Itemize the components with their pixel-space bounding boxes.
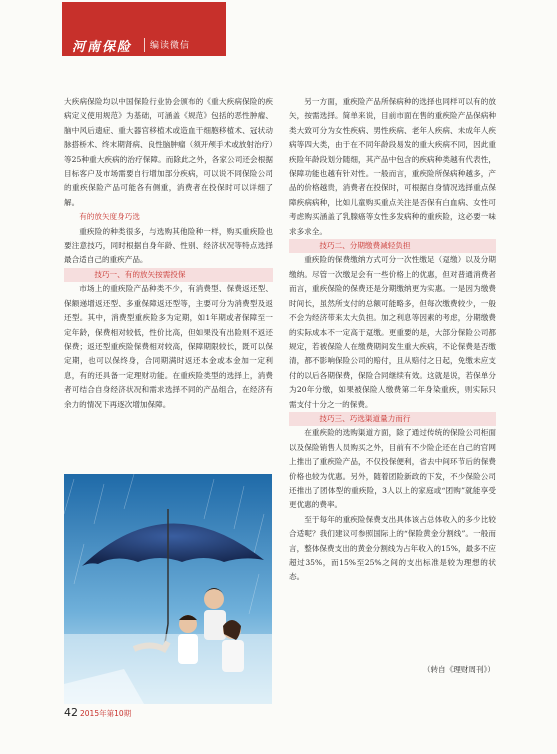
page-number: 42 (64, 706, 78, 719)
paragraph: 市场上的重疾险产品种类不少，有消费型、保费返还型、保额递增返还型、多重保障返还型等，主要可分为消费型及返还型。其中，消费型重疾险多为定期，如1年期或者保障至一定年龄，保费相对较低，性价比高，但如果没有出险则不返还保费；返还型重疾险保费相对较高，保障期限较长，既可以保定期，也可以保终身，合同期满时返还本金或本金加一定利息，有的还具备一定理财功能。在重疾险类型的选择上，消费者可结合自身经济状况和需求选择不同的产品组合，在经济有余力的情况下再逐次增加保障。 (64, 284, 273, 409)
paragraph: 在重疾险的选购渠道方面，除了通过传统的保险公司柜面以及保险销售人员购买之外，目前有不少险企还在自己的官网上推出了重疾险产品，不仅投保便利，省去中间环节后的保费价格也较为优惠。另外，随着团险新政的下发，不少保险公司还推出了团体型的重疾险，3人以上的家庭或“团购”就能享受更优惠的费率。 (289, 428, 496, 510)
paragraph: 重疾险的保费缴纳方式可分一次性缴足（趸缴）以及分期缴纳。尽管一次缴足会有一些价格上的优惠，但对普通消费者而言，重疾保险的保费还是分期缴纳更为实惠。一是因为缴费时间长，虽然所支付的总额可能略多，但每次缴费较少，一般不会为经济带来太大负担。加之利息等因素的考虑，分期缴费的实际成本不一定高于趸缴。更重要的是，大部分保险公司都规定，若被保险人在缴费期间发生重大疾病，不论保费是否缴清，都不影响保险公司的赔付，且从赔付之日起，免缴未应支付的以后各期保费，保险合同继续有效。这就是说，若保单分为20年分缴，如果被保险人缴费第二年身染重疾，则实际只需支付十分之一的保费。 (289, 255, 496, 409)
tip-heading: 技巧三、巧选渠道量力而行 (289, 412, 496, 426)
tip-heading: 技巧二、分期缴费减轻负担 (289, 239, 496, 253)
header-divider (144, 38, 145, 52)
right-column (289, 95, 496, 585)
umbrella-family-photo (64, 474, 272, 704)
paragraph: 大疾病保险均以中国保险行业协会颁布的《重大疾病保险的疾病定义使用规范》为基础，可涵盖《规范》包括的恶性肿瘤、脑中风后遗症、重大器官移植术或造血干细胞移植术、冠状动脉搭桥术、终末期肾病、良性脑肿瘤（须开颅手术或放射治疗）等25种重大疾病的治疗保障。而除此之外，各家公司还会根据目标客户及市场需要自行增加部分疾病，可以说不同保险公司的重疾保险产品可能各有侧重，消费者在投保时可以详细了解。 (64, 97, 273, 207)
paragraph: 另一方面，重疾险产品所保病种的选择也同样可以有的放矢，按需选择。简单来说，目前市面在售的重疾险产品保病种类大致可分为女性疾病、男性疾病、老年人疾病、未成年人疾病等四大类，由于在不同年龄段易发的重大疾病不同，因此重疾险年龄段划分随细，其产品中包含的疾病种类越有代表性，保障功能也越有针对性。一般而言，重疾险所保病种越多，产品的价格越贵，消费者在投保时，可根据自身情况选择重点保障疾病病种，比如儿童购买重点关注是否保有白血病、女性可考虑购买涵盖了乳腺癌等女性多发病种的重疾险，这必要一味求多求全。 (289, 97, 496, 236)
source-note: （转自《理财周刊》） (422, 665, 495, 674)
paragraph: 重疾险的种类很多，与选购其他险种一样，购买重疾险也要注意技巧，同时根据自身年龄、性别、经济状况等特点选择最合适自己的重疾产品。 (64, 226, 273, 265)
left-column (64, 95, 273, 412)
section-title: 编读微信 (150, 41, 191, 51)
paragraph: 至于每年的重疾险保费支出具体该占总体收入的多少比较合适呢？我们建议可参照国际上的“保险黄金分割线”。一般而言，整体保费支出的黄金分割线为占年收入的15%，最多不应超过35%，而15%至25%之间的支出标准是较为理想的状态。 (289, 514, 496, 582)
brand-logo: 河南保险 (72, 40, 133, 55)
section-heading: 有的放矢度身巧选 (79, 212, 140, 222)
tip-heading: 技巧一、有的放矢按需投保 (64, 268, 273, 282)
issue-label: 2015年第10期 (80, 709, 132, 718)
